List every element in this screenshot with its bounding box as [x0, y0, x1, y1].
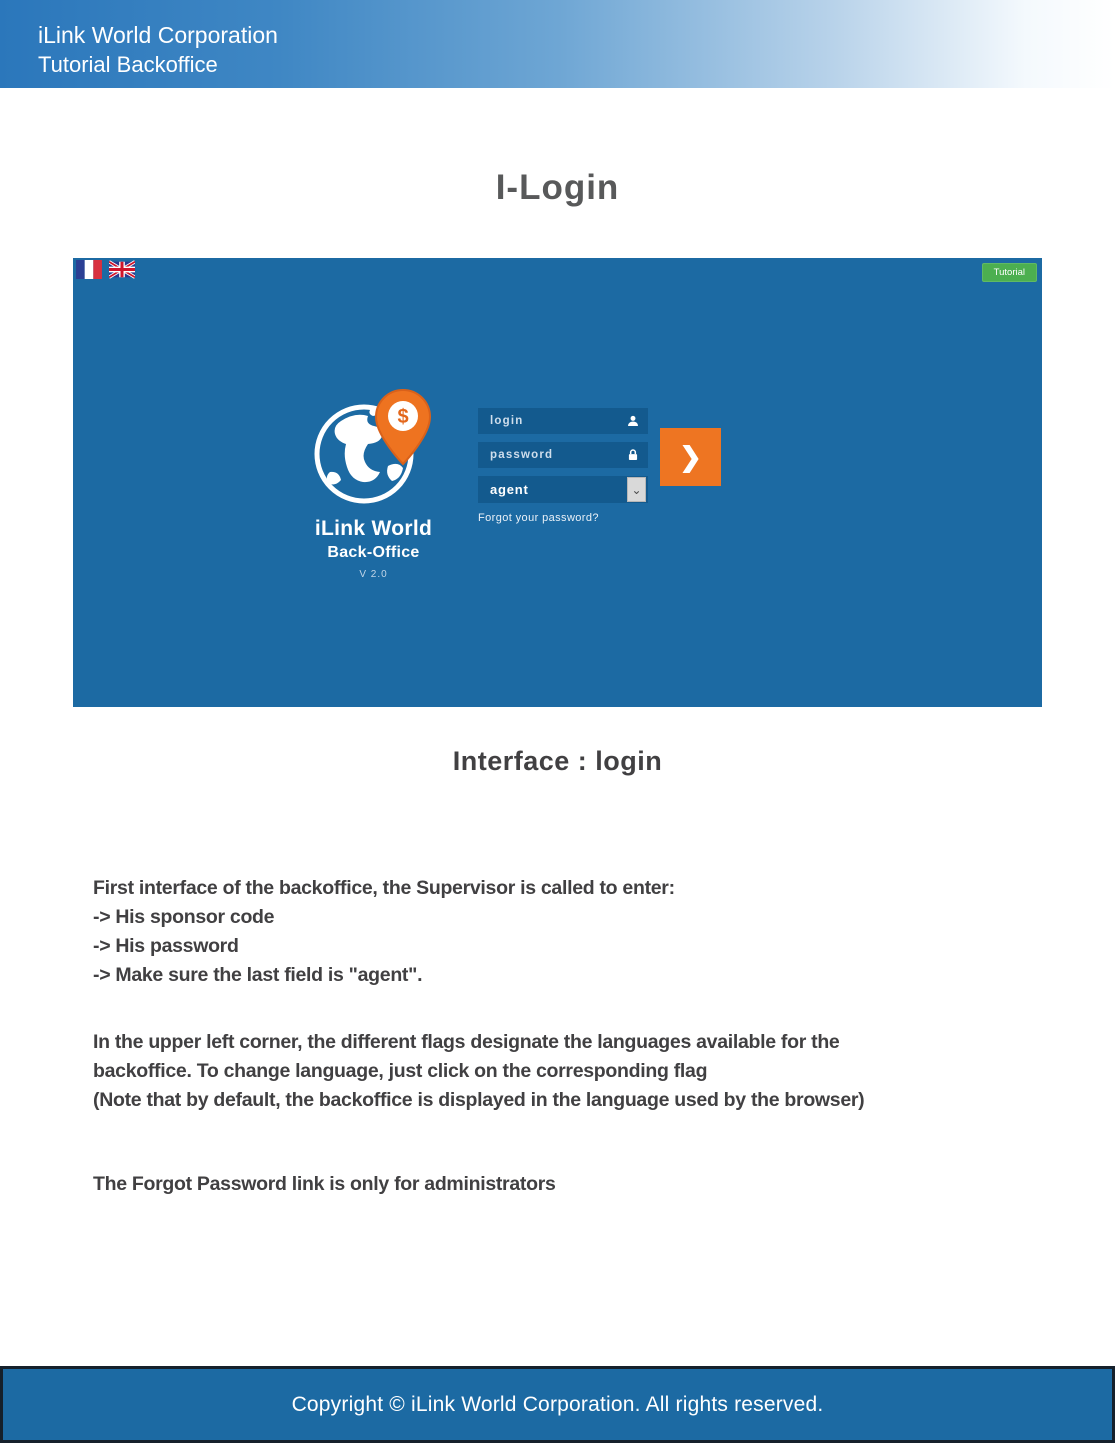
uk-flag-icon[interactable]	[109, 260, 135, 279]
login-screenshot-panel	[73, 258, 1042, 707]
chevron-down-icon: ⌄	[631, 482, 642, 497]
document-header	[0, 0, 1115, 88]
page-title: I-Login	[495, 168, 620, 207]
french-flag-icon[interactable]	[76, 260, 102, 279]
body-line: backoffice. To change language, just click on the corresponding flag	[93, 1060, 708, 1082]
logo-product-text: Back-Office	[327, 544, 420, 561]
login-submit-button[interactable]	[660, 428, 721, 486]
body-line: In the upper left corner, the different flags designate the languages available for the	[93, 1031, 840, 1053]
login-form	[478, 408, 648, 526]
document-subtitle: Tutorial Backoffice	[38, 52, 218, 77]
logo-brand-text: iLink World	[314, 517, 433, 540]
globe-pin-logo-icon	[308, 388, 440, 506]
chevron-right-icon: ❯	[679, 441, 702, 472]
company-name: iLink World Corporation	[38, 22, 278, 48]
dollar-symbol: $	[396, 406, 409, 428]
lock-icon	[626, 448, 640, 462]
copyright-text: Copyright © iLink World Corporation. All rights reserved.	[291, 1392, 824, 1416]
language-flags	[76, 260, 135, 279]
forgot-password-link[interactable]: Forgot your password?	[478, 512, 599, 524]
tutorial-button[interactable]: Tutorial	[982, 263, 1037, 282]
screenshot-caption: Interface : login	[452, 746, 663, 776]
password-input[interactable]	[478, 442, 648, 468]
body-line: (Note that by default, the backoffice is displayed in the language used by the browser)	[93, 1089, 865, 1111]
body-text	[93, 874, 864, 1199]
user-icon	[626, 414, 640, 428]
logo-block	[286, 388, 461, 580]
paragraph-flags	[93, 1028, 864, 1115]
body-line: -> His sponsor code	[93, 906, 275, 928]
role-select[interactable]	[478, 476, 648, 503]
login-field-row	[478, 408, 648, 434]
logo-version-text: V 2.0	[359, 569, 388, 580]
login-input[interactable]	[478, 408, 648, 434]
paragraph-instructions	[93, 874, 864, 990]
body-line: First interface of the backoffice, the Supervisor is called to enter:	[93, 877, 675, 899]
paragraph-forgot-password	[93, 1170, 864, 1199]
body-line: -> His password	[93, 935, 239, 957]
footer-bar	[0, 1366, 1115, 1443]
password-field-row	[478, 442, 648, 468]
role-selected-value: agent	[490, 482, 529, 497]
body-line: -> Make sure the last field is "agent".	[93, 964, 423, 986]
body-line: The Forgot Password link is only for administrators	[93, 1173, 556, 1195]
select-caret-box[interactable]	[627, 477, 646, 502]
